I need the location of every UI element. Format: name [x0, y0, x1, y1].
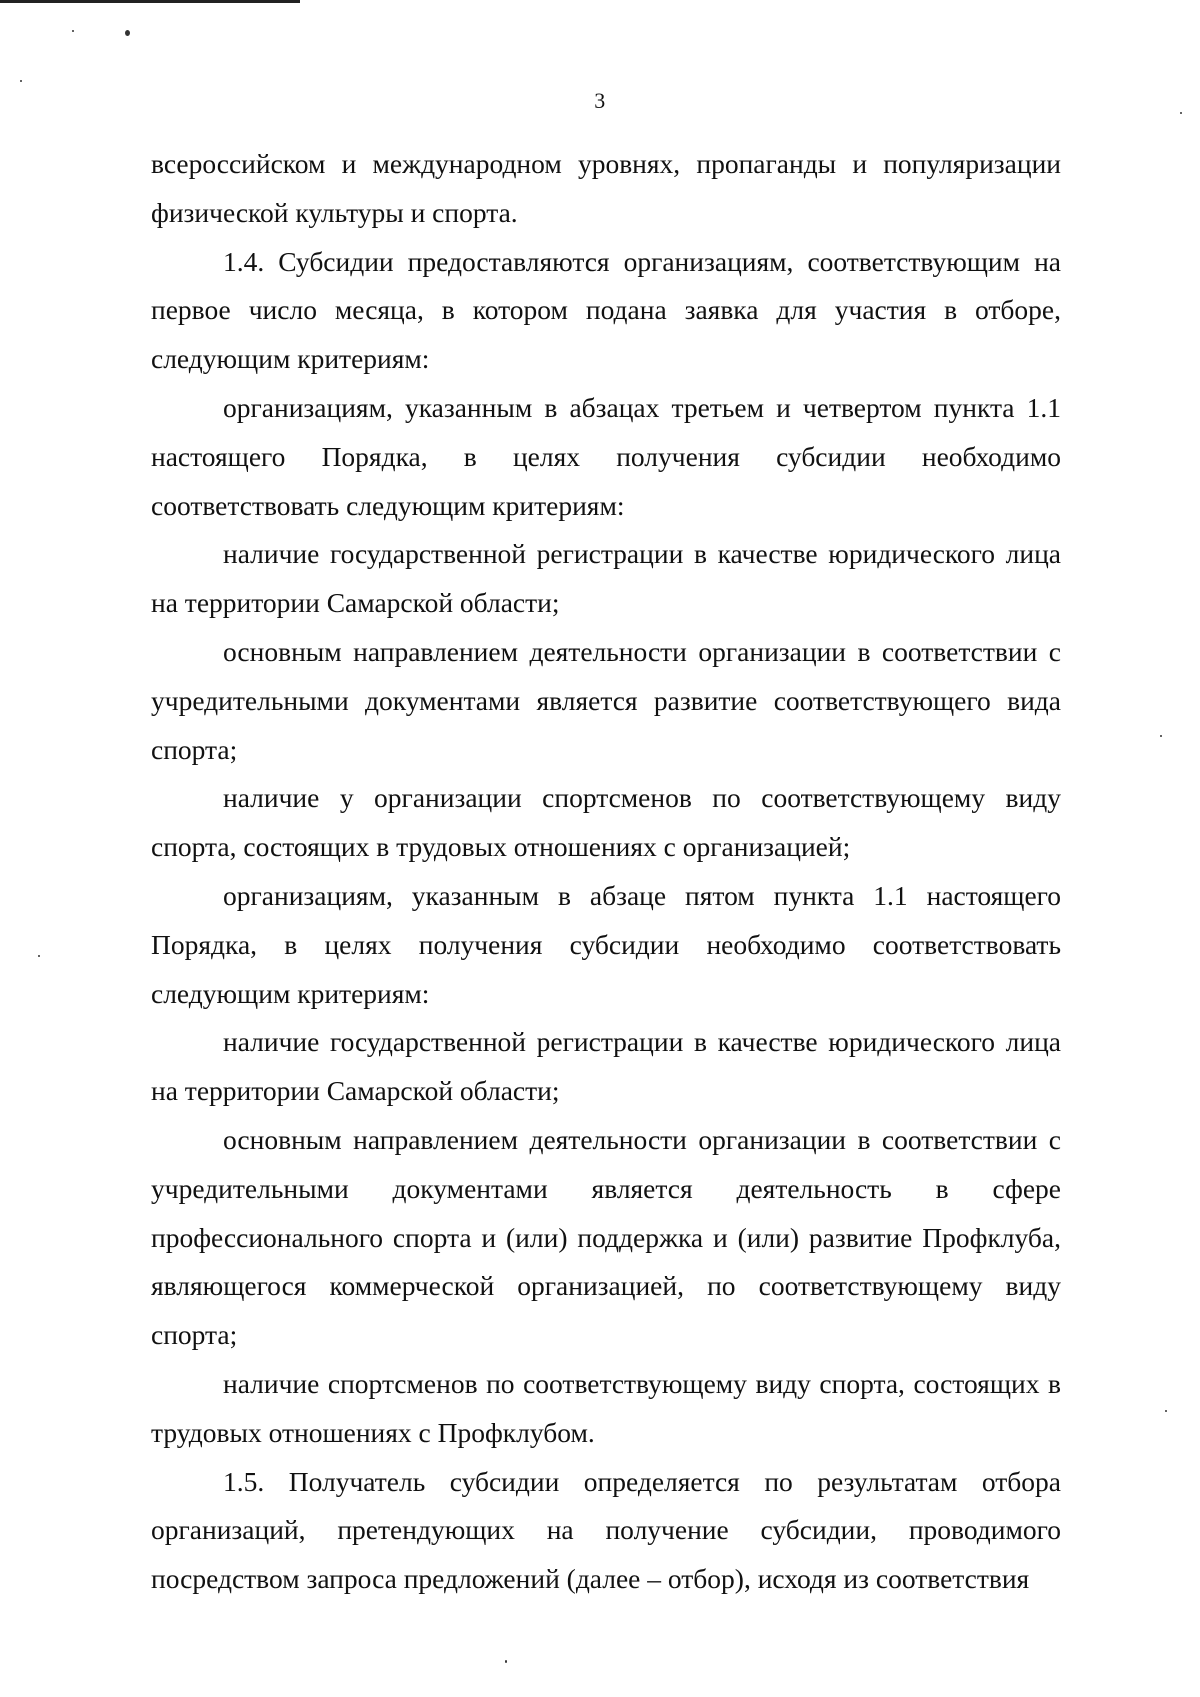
paragraph: организациям, указанным в абзаце пятом пункта 1.1 настоящего Порядка, в целях получения субсидии необходимо соответствовать следующим критериям:: [151, 879, 1061, 1009]
scan-speck: [72, 30, 74, 32]
paragraph: основным направлением деятельности организации в соответствии с учредительными документами является развитие соответствующего вида спорта;: [151, 635, 1061, 765]
scan-speck: [125, 30, 130, 36]
document-body: [151, 140, 1061, 1604]
paragraph: наличие спортсменов по соответствующему виду спорта, состоящих в трудовых отношениях с Профклубом.: [151, 1367, 1061, 1448]
scan-speck: [505, 1660, 507, 1663]
scan-speck: [20, 80, 22, 82]
paragraph: 1.5. Получатель субсидии определяется по результатам отбора организаций, претендующих на получение субсидии, проводимого посредством запроса предложений (далее – отбор), исходя из соответствия: [151, 1465, 1061, 1595]
scan-edge-line: [0, 0, 300, 3]
scan-speck: [38, 955, 40, 957]
paragraph: основным направлением деятельности организации в соответствии с учредительными документами является деятельность в сфере профессионального спорта и (или) поддержка и (или) развитие Профклуба, являющегося коммерческой организацией, по соответствующему виду спорта;: [151, 1123, 1061, 1351]
paragraph: 1.4. Субсидии предоставляются организациям, соответствующим на первое число месяца, в котором подана заявка для участия в отборе, следующим критериям:: [151, 245, 1061, 375]
page-number: 3: [594, 88, 606, 113]
paragraph: наличие государственной регистрации в качестве юридического лица на территории Самарской области;: [151, 1026, 1061, 1107]
paragraph: всероссийском и международном уровнях, пропаганды и популяризации физической культуры и спорта.: [151, 148, 1061, 228]
scan-speck: [1165, 1410, 1167, 1412]
scan-speck: [1160, 735, 1162, 737]
paragraph: организациям, указанным в абзацах третьем и четвертом пункта 1.1 настоящего Порядка, в целях получения субсидии необходимо соответствовать следующим критериям:: [151, 391, 1061, 521]
paragraph: наличие государственной регистрации в качестве юридического лица на территории Самарской области;: [151, 538, 1061, 619]
paragraph: наличие у организации спортсменов по соответствующему виду спорта, состоящих в трудовых отношениях с организацией;: [151, 782, 1061, 863]
